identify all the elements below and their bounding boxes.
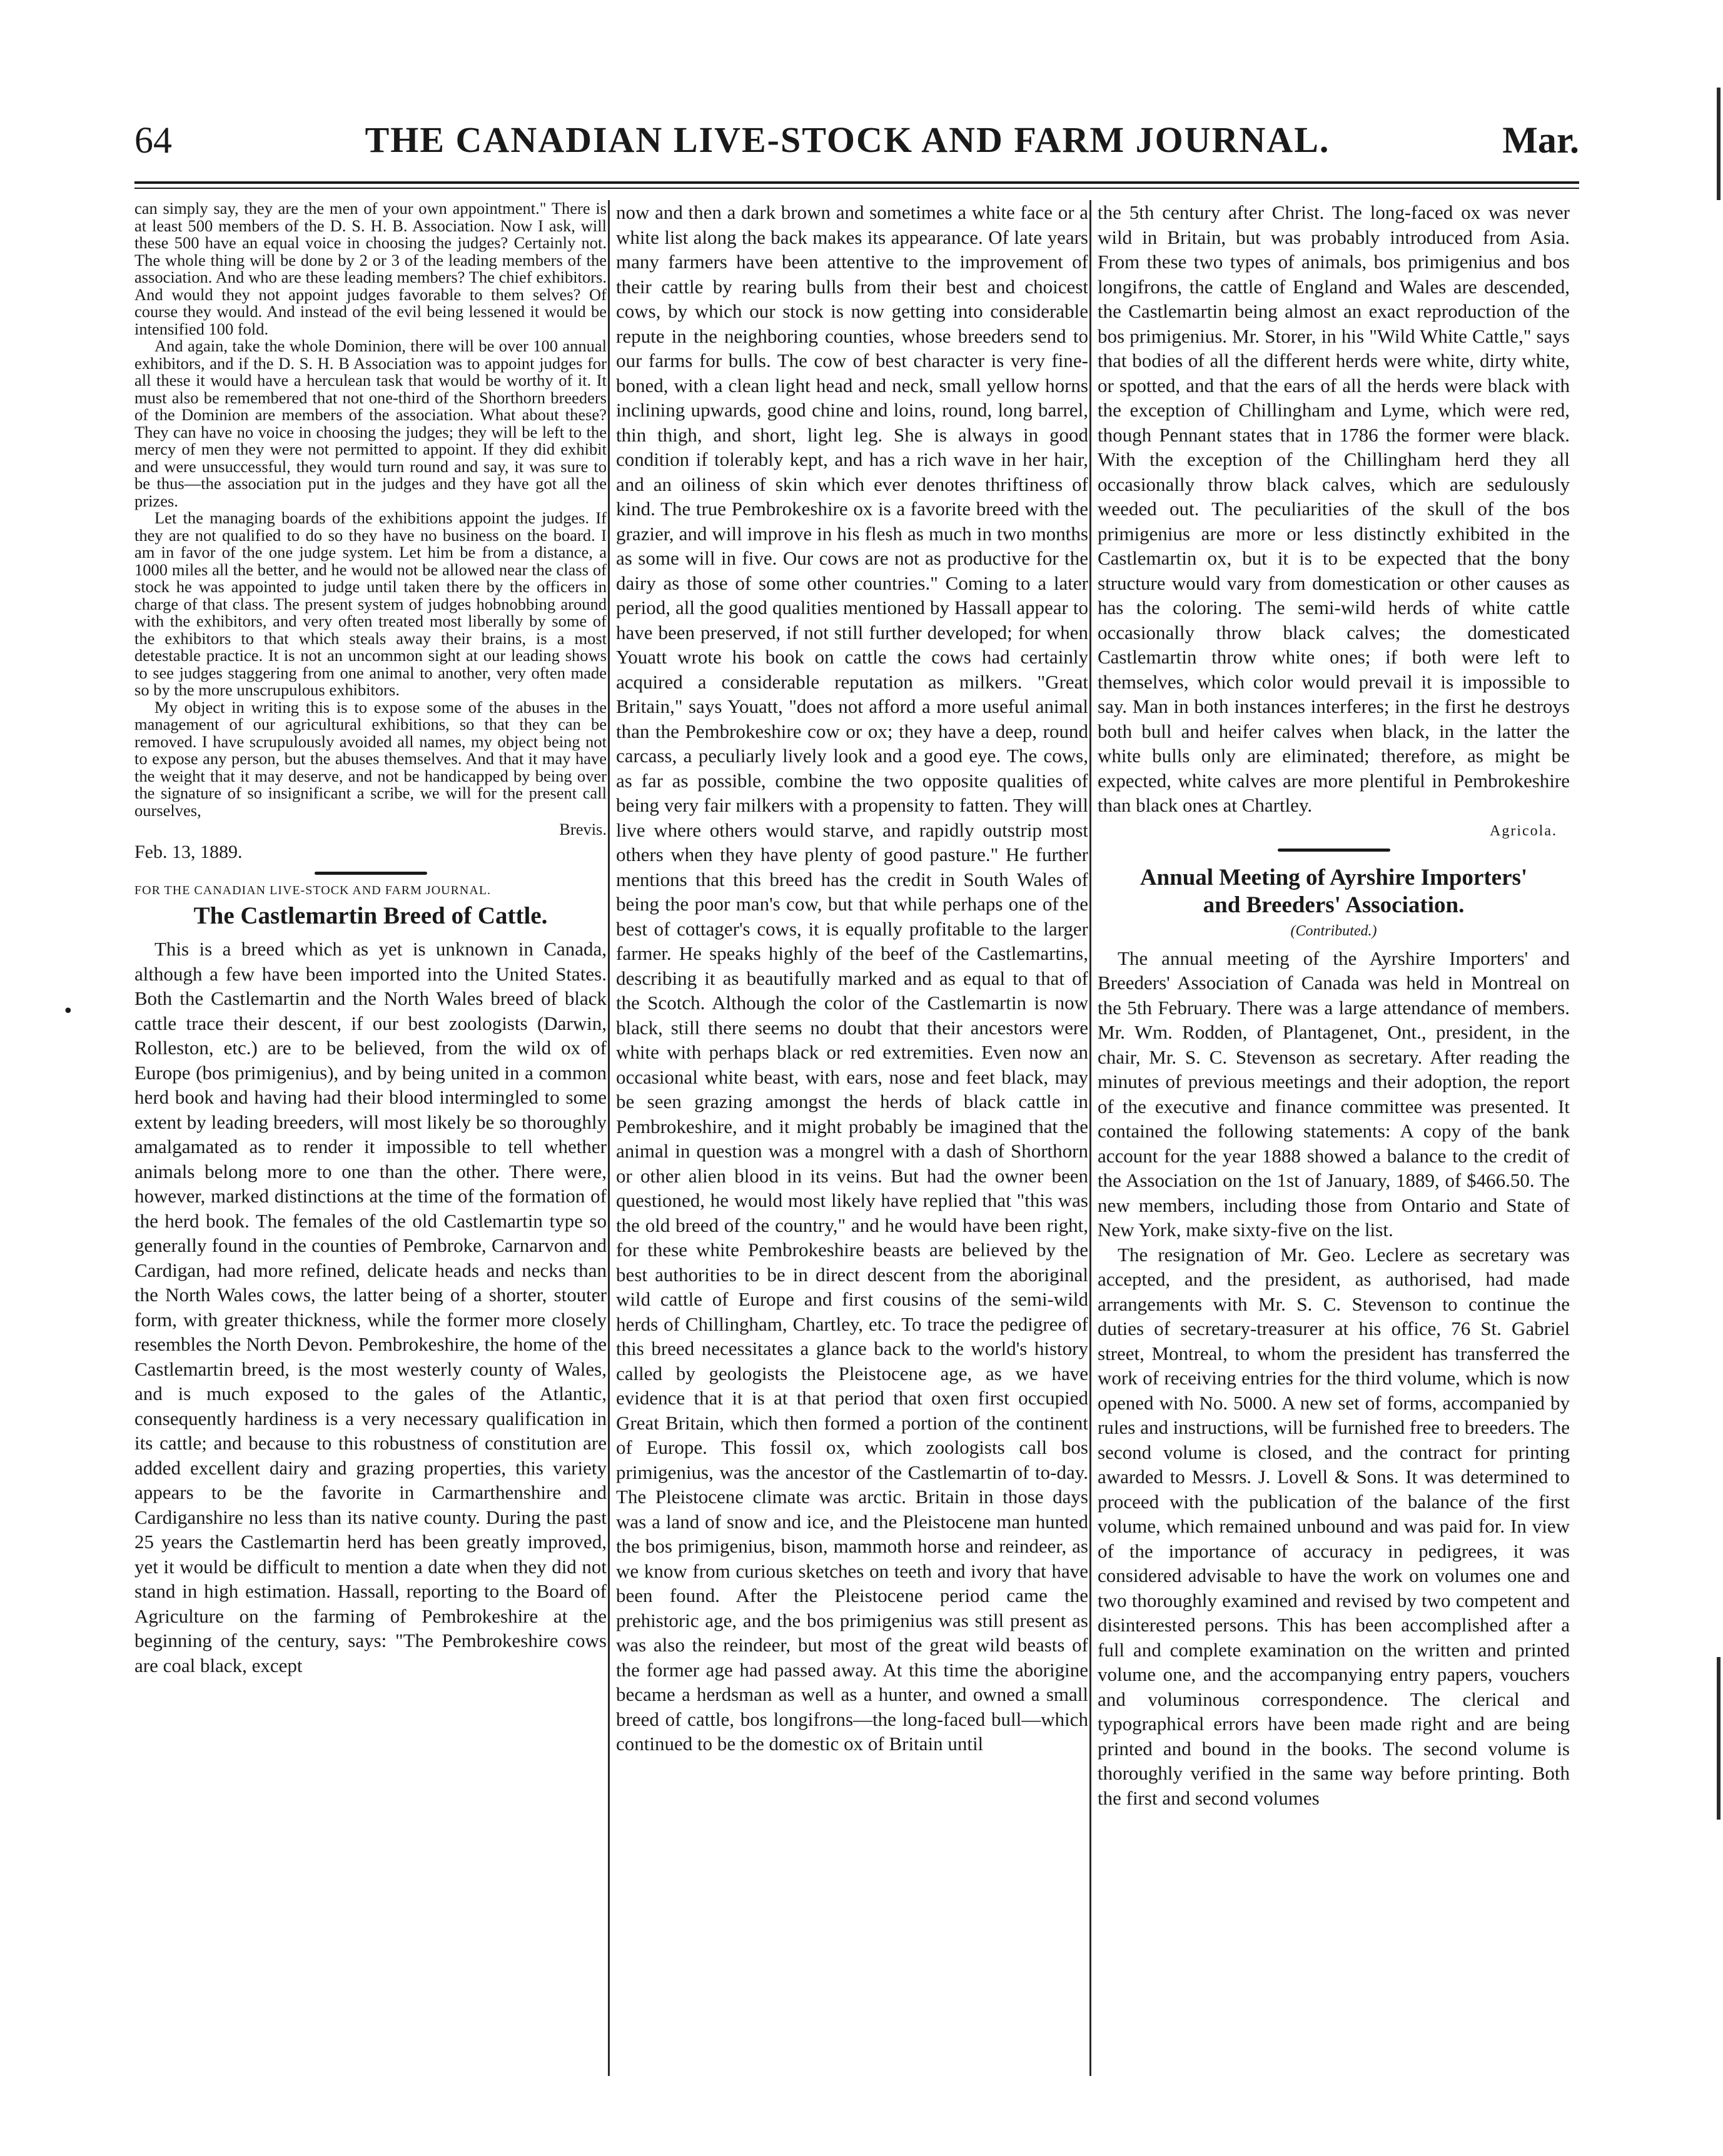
column-divider xyxy=(1089,200,1091,2076)
article-credit: FOR THE CANADIAN LIVE-STOCK AND FARM JOURNAL. xyxy=(134,884,492,897)
column-middle xyxy=(616,200,1088,2088)
contributed-note: (Contributed.) xyxy=(1290,922,1377,939)
section-divider xyxy=(1278,849,1390,852)
letter-paragraph: can simply say, they are the men of your own appointment." There is at least 500 members of the D. S. H. B. Association. Now I ask, will these 500 have an equal voice in choosing the judges? Certainly not. The whole thing will be done by 2 or 3 of the leading members of the association. And who are these leading members? The chief exhibitors. And would they not appoint judges favorable to them selves? Of course they would. And instead of the evil being lessened it would be intensified 100 fold. xyxy=(134,200,607,338)
article-title-line: and Breeders' Association. xyxy=(1203,892,1465,918)
scan-edge-mark xyxy=(1717,1657,1720,1820)
article-paragraph: The resignation of Mr. Geo. Leclere as secretary was accepted, and the president, as authorised, had made arrangements with Mr. S. C. Stevenson to continue the duties of secretary-treasurer at his office, 76 St. Gabriel street, Montreal, to whom the president has transferred the work of receiving entries for the third volume, which is now opened with No. 5000. A new set of forms, accompanied by rules and instructions, will be furnished free to breeders. The second volume is closed, and the contract for printing awarded to Messrs. J. Lovell & Sons. It was determined to proceed with the publication of the balance of the first volume, which remained unbound and was paid for. In view of the importance of accuracy in pedigrees, it was considered advisable to have the work on volumes one and two thoroughly examined and revised by two competent and disinterested persons. This has been accomplished after a full and complete examination on the written and printed volume one, and the accompanying entry papers, vouchers and voluminous correspondence. The clerical and typographical errors have been made right and are being printed and bound in the books. The second volume is thoroughly verified in the same way before printing. Both the first and second volumes xyxy=(1098,1243,1570,1809)
letter-paragraph: And again, take the whole Dominion, there will be over 100 annual exhibitors, and if the D. S. H. B Association was to appoint judges for all these it would have a herculean task that would be worthy of it. It must also be remembered that not one-third of the Shorthorn breeders of the Dominion are members of the association. What about these? They can have no voice in choosing the judges; they will be left to the mercy of men they were not permitted to appoint. If they did exhibit and were unsuccessful, they would turn round and say, it was sure to be thus—the association put in the judges and they have got all the prizes. xyxy=(134,336,607,510)
article-title-ayrshire xyxy=(1098,864,1570,919)
header-rule-thick xyxy=(134,181,1579,184)
article-paragraph: now and then a dark brown and sometimes a white face or a white list along the back makes its appearance. Of late years many farmers have been attentive to the improvement of their cattle by rearing bulls from their best and choicest cows, by which our stock is now getting into considerable repute in the neighboring counties, whose breeders send to our farms for bulls. The cow of best character is very fine-boned, with a clean light head and neck, small yellow horns inclining upwards, good chine and loins, round, long barrel, thin thigh, and short, light leg. She is always in good condition if tolerably kept, and has a rich wave in her hair, and an oiliness of skin which ever denotes thriftiness of kind. The true Pembrokeshire ox is a favorite breed with the grazier, and will improve in his flesh as much in two months as some will in five. Our cows are not as productive for the dairy as those of some other countries." Coming to a later period, all the good qualities mentioned by Hassall appear to have been preserved, if not still further developed; for when Youatt wrote his book on cattle the cows had certainly acquired a considerable reputation as milkers. "Great Britain," says Youatt, "does not afford a more useful animal than the Pembrokeshire cow or ox; they have a deep, round carcass, a peculiarly lively look and a good eye. The cows, as far as possible, combine the two opposite qualities of being very fair milkers with a propensity to fatten. They will live where others would starve, and rapidly outstrip most others when they have plenty of good pasture." He further mentions that this breed has the credit in South Wales of being the poor man's cow, but that while perhaps one of the best of cottager's cows, it is equally profitable to the larger farmer. He speaks highly of the beef of the Castlemartins, describing it as beautifully marked and as equal to that of the Scotch. Although the color of the Castlemartin is now black, still there seems no doubt that their ancestors were white with perhaps black or red extremities. Even now an occasional white beast, with ears, nose and feet black, may be seen grazing amongst the herds of black cattle in Pembrokeshire, and it might probably be imagined that the animal in question was a mongrel with a dash of Shorthorn or other alien blood in its veins. But had the owner been questioned, he would most likely have replied that "this was the old breed of the country," and he would have been right, for these white Pembrokeshire beasts are believed by the best authorities to be in direct descent from the aboriginal wild cattle of Europe and first cousins of the semi-wild herds of Chillingham, Chartley, etc. To trace the pedigree of this breed necessitates a glance back to the world's history called by geologists the Pleistocene age, as we have evidence that it is at that period that oxen first occupied Great Britain, which then formed a portion of the continent of Europe. This fossil ox, which zoologists call bos primigenius, was the ancestor of the Castlemartin of to-day. The Pleistocene climate was arctic. Britain in those days was a land of snow and ice, and the Pleistocene man hunted the bos primigenius, bison, mammoth horse and reindeer, as we know from curious sketches on teeth and ivory that have been found. After the Pleistocene period came the prehistoric age, and the bos primigenius was still present as was also the reindeer, but most of the great wild beasts of the former age had passed away. At this time the aborigine became a herdsman as well as a hunter, and owned a small breed of cattle, bos longifrons—the long-faced bull—which continued to be the domestic ox of Britain until xyxy=(616,201,1088,1755)
article-paragraph: The annual meeting of the Ayrshire Importers' and Breeders' Association of Canada was held in Montreal on the 5th February. There was a large attendance of members. Mr. Wm. Rodden, of Plantagenet, Ont., president, in the chair, Mr. S. C. Stevenson as secretary. After reading the minutes of previous meetings and their adoption, the report of the executive and finance committee was presented. It contained the following statements: A copy of the bank account for the year 1888 showed a balance to the credit of the Association on the 1st of January, 1889, of $466.50. The new members, including those from Ontario and State of New York, make sixty-five on the list. xyxy=(1098,947,1570,1241)
section-divider xyxy=(315,872,427,875)
column-left xyxy=(134,200,607,2088)
letter-date: Feb. 13, 1889. xyxy=(134,842,243,862)
article-paragraph: This is a breed which as yet is unknown in Canada, although a few have been imported into the United States. Both the Castlemartin and the North Wales breed of black cattle trace their descent, if our best zoologists (Darwin, Rolleston, etc.) are to be believed, from the wild ox of Europe (bos primigenius), and by being united in a common herd book and having had their blood intermingled to some extent by leading breeders, will most likely be so thoroughly amalgamated as to render it impossible to tell whether animals belong more to one than the other. There were, however, marked distinctions at the time of the formation of the herd book. The females of the old Castlemartin type so generally found in the counties of Pembroke, Carnarvon and Cardigan, had more refined, delicate heads and necks than the North Wales cows, the latter being of a shorter, stouter form, with greater thickness, while the former more closely resembles the North Devon. Pembrokeshire, the home of the Castlemartin breed, is the most westerly county of Wales, and is much exposed to the gales of the Atlantic, consequently hardiness is a very necessary qualification in its cattle; and because to this robustness of constitution are added excellent dairy and grazing properties, this variety appears to be the favorite in Carmarthenshire and Cardiganshire no less than its native county. During the past 25 years the Castlemartin herd has been greatly improved, yet it would be difficult to mention a date when they did not stand in high estimation. Hassall, reporting to the Board of Agriculture on the farming of Pembrokeshire at the beginning of the century, says: "The Pembrokeshire cows are coal black, except xyxy=(134,938,607,1676)
page-number: 64 xyxy=(134,119,172,161)
letter-signature-row xyxy=(134,820,607,838)
scan-edge-mark xyxy=(1717,88,1720,200)
letter-signature: Brevis. xyxy=(559,820,607,839)
article-title-line: Annual Meeting of Ayrshire Importers' xyxy=(1139,864,1528,890)
article-title-castlemartin: The Castlemartin Breed of Cattle. xyxy=(193,902,548,929)
page-header xyxy=(134,119,1579,169)
journal-title: THE CANADIAN LIVE-STOCK AND FARM JOURNAL. xyxy=(365,119,1330,160)
column-right xyxy=(1098,200,1570,2088)
letter-continuation xyxy=(134,200,607,863)
issue-month: Mar. xyxy=(1502,119,1579,161)
article-signoff: Agricola. xyxy=(1490,822,1557,839)
letter-paragraph: Let the managing boards of the exhibitions appoint the judges. If they are not qualified to do so they have no business on the board. I am in favor of the one judge system. Let him be from a distance, a 1000 miles all the better, and he would not be allowed near the class of stock he was appointed to judge until taken there by the officers in charge of that class. The present system of judges hobnobbing around with the exhibitors, and very often treated most liberally by some of the exhibitors to that which steals away their brains, is a most detestable practice. It is not an uncommon sight at our leading shows to see judges staggering from one animal to another, very often made so by the more unscrupulous exhibitors. xyxy=(134,508,607,699)
article-paragraph: the 5th century after Christ. The long-faced ox was never wild in Britain, but was probably introduced from Asia. From these two types of animals, bos primigenius and bos longifrons, the cattle of England and Wales are descended, the Castlemartin being almost an exact reproduction of the bos primigenius. Mr. Storer, in his "Wild White Cattle," says that bodies of all the different herds were white, dirty white, or spotted, and that the ears of all the herds were black with the exception of Chillingham and Lyme, which were red, though Pennant states that in 1786 the former were black. With the exception of the Chillingham herd they all occasionally throw black calves, which are sedulously weeded out. The peculiarities of the skull of the bos primigenius are more or less distinctly exhibited in the Castlemartin ox, but it is to be expected that the bony structure would vary from domestication or other causes as has the coloring. The semi-wild herds of white cattle occasionally throw black calves; the domesticated Castlemartin throw white ones; if both were left to themselves, which color would prevail it is impossible to say. Man in both instances interferes; in the first he destroys both bull and heifer calves when black, in the latter the white bulls only are eliminated; therefore, as might be expected, white calves are more plentiful in Pembrokeshire than black ones at Chartley. xyxy=(1098,201,1570,816)
column-divider xyxy=(608,200,610,2076)
margin-dot: • xyxy=(63,1000,74,1022)
header-rule-thin xyxy=(134,188,1579,189)
letter-paragraph: My object in writing this is to expose some of the abuses in the management of our agricultural exhibitions, so that they can be removed. I have scrupulously avoided all names, my object being not to expose any person, but the abuses themselves. And that it may have the weight that it may deserve, and not be handicapped by being over the signature of so insignificant a scribe, we will for the present call ourselves, xyxy=(134,697,607,820)
